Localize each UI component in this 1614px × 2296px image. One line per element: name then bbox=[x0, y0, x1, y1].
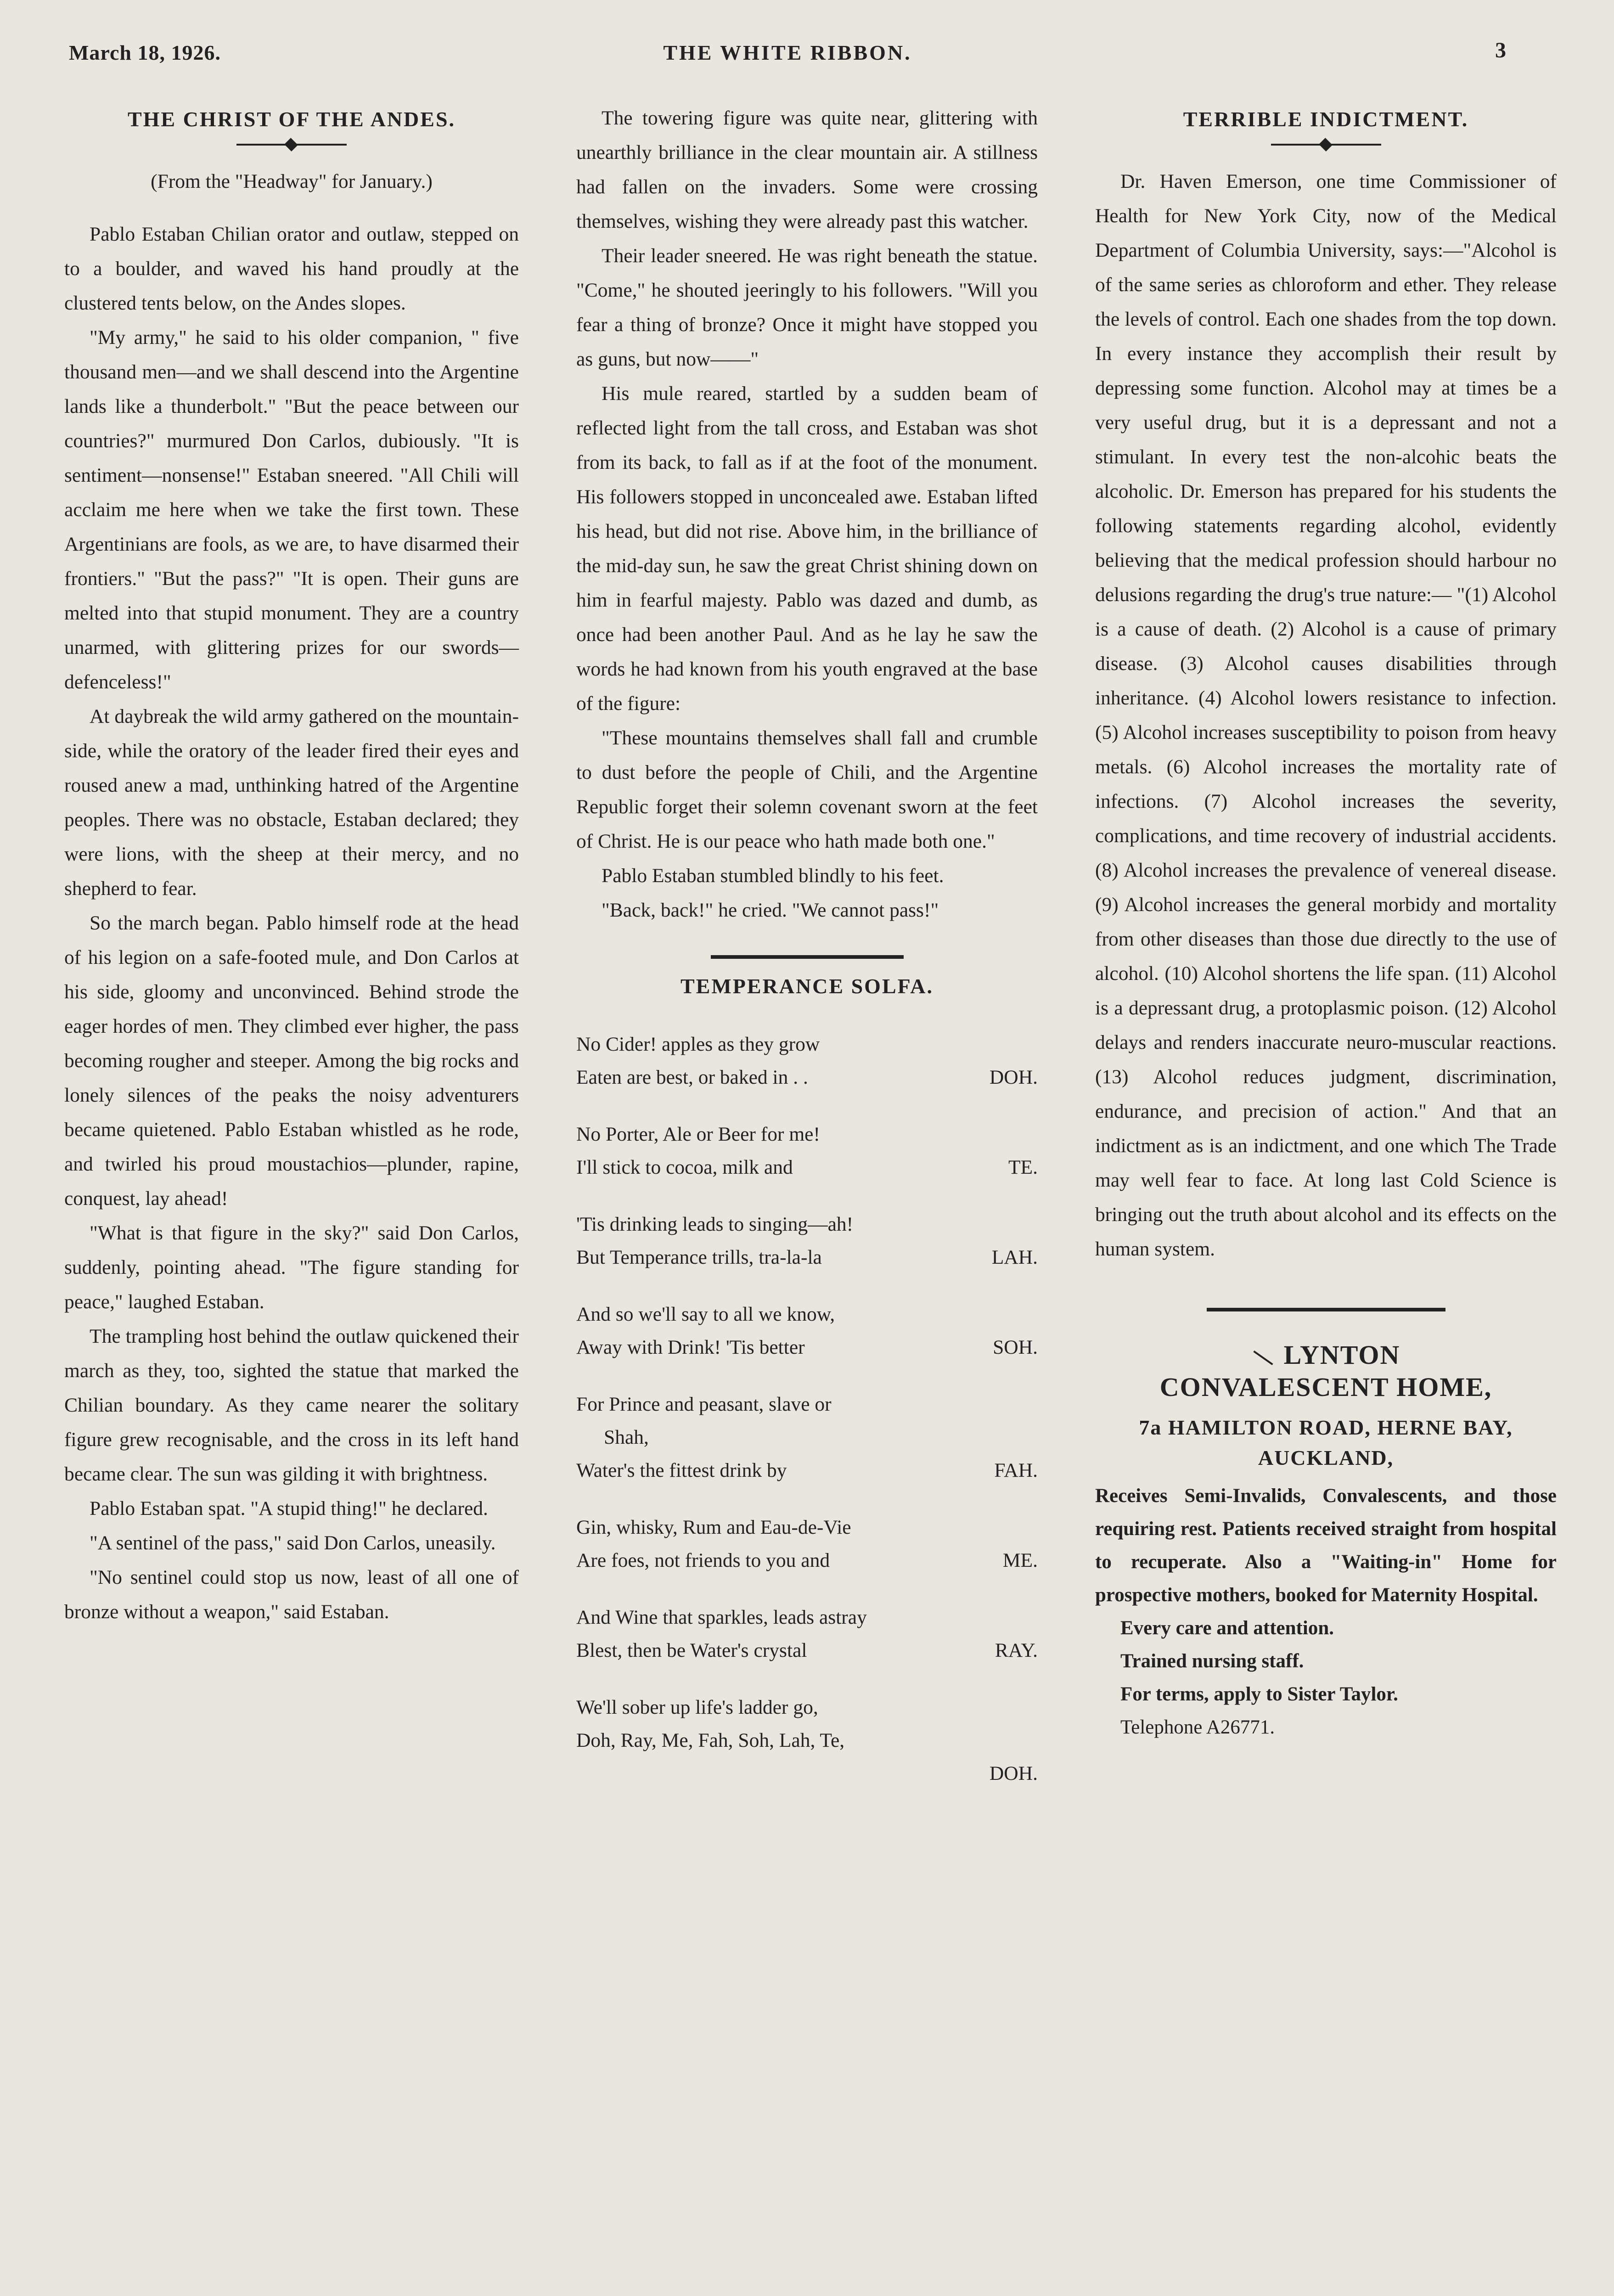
paragraph: Dr. Haven Emerson, one time Commissioner of Health for New York City, now of the Medical Department of Columbia University, says:—"Alcohol is of the same series as chloroform and ether. They release the levels of control. Each one shades from the top down. In every instance they accomplish their result by depressing some function. Alcohol may at times be a very useful drug, but it is a depressant and not a stimulant. In every test the non-alcohic beats the alcoholic. Dr. Emerson has prepared for his students the following statements regarding alcohol, evidently believing that the medical profession should harbour no delusions regarding the drug's true nature:— "(1) Alcohol is a cause of death. (2) Alcohol is a cause of primary disease. (3) Alcohol causes disabilities through inheritance. (4) Alcohol lowers resistance to infection. (5) Alcohol increases susceptibility to poison from heavy metals. (6) Alcohol increases the mortality rate of infections. (7) Alcohol increases the severity, complications, and time recovery of industrial accidents. (8) Alcohol increases the prevalence of venereal disease. (9) Alcohol increases the general morbidy and mortality from other diseases than those due directly to the use of alcohol. (10) Alcohol shortens the life span. (11) Alcohol is a depressant drug, a protoplasmic poison. (12) Alcohol delays and renders inaccurate neuro-muscular reactions. (13) Alcohol reduces judgment, discrimination, endurance, and precision of action." And that an indictment as is an indictment, and one which The Trade may well fear to face. At long last Cold Science is bringing out the truth about alcohol and its effects on the human system. bbox=[1095, 170, 1557, 1260]
heading-ornament bbox=[1271, 138, 1381, 152]
article-heading-terrible-indictment: TERRIBLE INDICTMENT. bbox=[1183, 107, 1469, 131]
ad-staff: Trained nursing staff. bbox=[1120, 1650, 1304, 1672]
ad-body bbox=[1095, 1480, 1557, 1744]
ad-address-line-1: 7a HAMILTON ROAD, HERNE BAY, bbox=[1139, 1416, 1513, 1439]
paragraph: At daybreak the wild army gathered on the mountain-side, while the oratory of the leader fired their eyes and roused anew a mad, unthinking hatred of the Argentine peoples. There was no obstacle, Estaban declared; they were lions, with the sheep at their mercy, and no shepherd to fear. bbox=[64, 705, 519, 900]
stanza: No Cider! apples as they grow Eaten are best, or baked in . . DOH. bbox=[576, 1033, 1038, 1088]
stanza: For Prince and peasant, slave or Shah, Water's the fittest drink by FAH. bbox=[576, 1393, 1038, 1481]
paragraph: His mule reared, startled by a sudden beam of reflected light from the tall cross, and Estaban was shot from its back, to fall as if at the foot of the monument. His followers stopped in unconcealed awe. Estaban lifted his head, but did not rise. Above him, in the brilliance of the mid-day sun, he saw the great Christ shining down on him in fearful majesty. Pablo was dazed and dumb, as once had been another Paul. And as he lay he saw the words he had known from his youth engraved at the base of the figure: bbox=[576, 383, 1038, 715]
paragraph: Pablo Estaban stumbled blindly to his feet. bbox=[602, 865, 944, 887]
paragraph: Pablo Estaban Chilian orator and outlaw, stepped on to a boulder, and waved his hand proudly at the clustered tents below, on the Andes slopes. bbox=[64, 223, 519, 314]
paragraph: Their leader sneered. He was right beneath the statue. "Come," he shouted jeeringly to his followers. "Will you fear a thing of bronze? Once it might have stopped you as guns, but now——" bbox=[576, 245, 1038, 370]
paragraph: Pablo Estaban spat. "A stupid thing!" he declared. bbox=[90, 1497, 488, 1519]
page-header bbox=[69, 32, 1506, 78]
stanza: And so we'll say to all we know, Away with Drink! 'Tis better SOH. bbox=[576, 1303, 1038, 1358]
article-source: (From the "Headway" for January.) bbox=[151, 170, 433, 192]
poem-heading-temperance-solfa: TEMPERANCE SOLFA. bbox=[680, 974, 934, 998]
issue-date: March 18, 1926. bbox=[69, 41, 221, 64]
paragraph: "These mountains themselves shall fall and crumble to dust before the people of Chili, and the Argentine Republic forget their solemn covenant sworn at the feet of Christ. He is our peace who hath made both one." bbox=[576, 727, 1038, 852]
ad-name-line-2: CONVALESCENT HOME, bbox=[1159, 1372, 1492, 1402]
ad-terms: For terms, apply to Sister Taylor. bbox=[1120, 1683, 1398, 1705]
column-2 bbox=[576, 101, 1038, 1814]
column-3 bbox=[1095, 101, 1557, 1744]
stanza: No Porter, Ale or Beer for me! I'll stick to cocoa, milk and TE. bbox=[576, 1123, 1038, 1178]
advertisement-lynton-home bbox=[1095, 1339, 1557, 1744]
section-rule bbox=[1207, 1308, 1445, 1311]
stanza: And Wine that sparkles, leads astray Blest, then be Water's crystal RAY. bbox=[576, 1606, 1038, 1661]
column-1 bbox=[64, 101, 519, 1629]
paragraph: The towering figure was quite near, glittering with unearthly brilliance in the clear mountain air. A stillness had fallen on the invaders. Some were crossing themselves, wishing they were already past this watcher. bbox=[576, 107, 1038, 232]
paragraph: The trampling host behind the outlaw quickened their march as they, too, sighted the statue that marked the Chilian boundary. As they came nearer the solitary figure grew recognisable, and the cross in its left hand became clear. The sun was gilding it with brightness. bbox=[64, 1325, 519, 1485]
stanza: 'Tis drinking leads to singing—ah! But Temperance trills, tra-la-la LAH. bbox=[576, 1213, 1038, 1268]
paragraph: "My army," he said to his older companion, " five thousand men—and we shall descend into the Argentine lands like a thunderbolt." "But the peace between our countries?" murmured Don Carlos, dubiously. "It is sentiment—nonsense!" Estaban sneered. "All Chili will acclaim me here when we take the first town. These Argentinians are fools, as we are, to have disarmed their frontiers." "But the pass?" "It is open. Their guns are melted into that stupid monument. They are a country unarmed, with glittering prizes for our swords—defenceless!" bbox=[64, 326, 519, 693]
paragraph: "What is that figure in the sky?" said Don Carlos, suddenly, pointing ahead. "The figure standing for peace," laughed Estaban. bbox=[64, 1222, 519, 1313]
paper-title: THE WHITE RIBBON. bbox=[663, 41, 912, 64]
ad-body-text: Receives Semi-Invalids, Convalescents, and those requiring rest. Patients received straight from hospital to recuperate. Also a "Waiting-in" Home for prospective mothers, booked for Maternity Hospital. bbox=[1095, 1485, 1557, 1606]
poem bbox=[576, 1028, 1038, 1790]
paragraph: So the march began. Pablo himself rode at the head of his legion on a safe-footed mule, and Don Carlos at his side, gloomy and unconvinced. Behind strode the eager hordes of men. They climbed ever higher, the pass becoming rougher and steeper. Among the big rocks and lonely silences of the peaks the noisy adventurers became quietened. Pablo Estaban whistled as he rode, and twirled his proud moustachios—plunder, rapine, conquest, lay ahead! bbox=[64, 912, 519, 1210]
stanza: We'll sober up life's ladder go, Doh, Ray, Me, Fah, Soh, Lah, Te, DOH. bbox=[576, 1696, 1038, 1784]
paragraph: "A sentinel of the pass," said Don Carlos, uneasily. bbox=[90, 1532, 496, 1554]
ad-name-line-1: LYNTON bbox=[1095, 1339, 1557, 1371]
tick-mark bbox=[1253, 1351, 1273, 1365]
heading-ornament bbox=[236, 138, 347, 152]
ad-telephone: Telephone A26771. bbox=[1120, 1716, 1275, 1738]
section-rule bbox=[711, 955, 904, 959]
paragraph: "No sentinel could stop us now, least of all one of bronze without a weapon," said Estaban. bbox=[64, 1566, 519, 1623]
stanza: Gin, whisky, Rum and Eau-de-Vie Are foes, not friends to you and ME. bbox=[576, 1516, 1038, 1571]
page-number: 3 bbox=[1495, 38, 1506, 62]
ad-address-line-2: AUCKLAND, bbox=[1258, 1446, 1394, 1469]
ad-care: Every care and attention. bbox=[1120, 1617, 1334, 1639]
article-heading-christ-andes: THE CHRIST OF THE ANDES. bbox=[127, 107, 456, 131]
paragraph: "Back, back!" he cried. "We cannot pass!" bbox=[602, 899, 939, 921]
